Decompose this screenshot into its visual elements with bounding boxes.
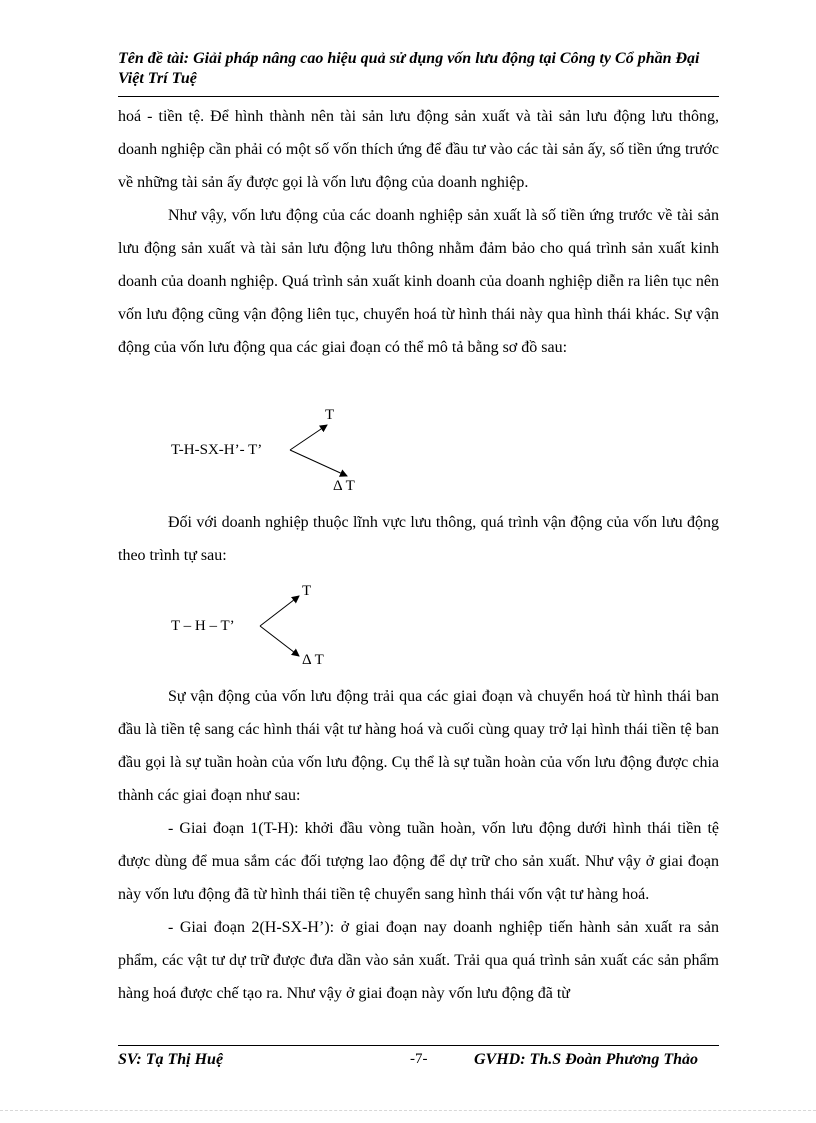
paragraph-1: hoá - tiền tệ. Để hình thành nên tài sản lưu động sản xuất và tài sản lưu động lưu thông, doanh nghiệp cần phải có một số vốn thích ứng để đầu tư vào các tài sản ấy, số tiền ứng trước về những tài sản ấy được gọi là vốn lưu động của doanh nghiệp. xyxy=(118,108,719,191)
arrow2-down xyxy=(260,626,299,656)
arrow-down xyxy=(290,450,347,476)
paragraph-6: - Giai đoạn 2(H-SX-H’): ở giai đoạn nay doanh nghiệp tiến hành sản xuất ra sản phẩm, các vật tư dự trữ được đưa dần vào sản xuất. Trải qua quá trình sản xuất các sản phẩm hàng hoá được chế tạo ra. Như vậy ở giai đoạn này vốn lưu động đã từ xyxy=(118,919,719,1002)
page-boundary xyxy=(0,1110,816,1111)
page-number: -7- xyxy=(410,1051,428,1067)
arrow-up xyxy=(290,425,327,450)
body-section-top xyxy=(118,100,719,364)
footer-student: SV: Tạ Thị Huệ xyxy=(118,1051,224,1068)
header-rule xyxy=(118,96,719,97)
footer-advisor: GVHD: Th.S Đoàn Phương Thảo xyxy=(474,1051,698,1068)
diagram-circulation-production xyxy=(118,400,719,500)
diagram2-top-label: T xyxy=(302,583,312,599)
body-section-bottom xyxy=(118,680,719,1010)
diagram1-left-label: T-H-SX-H’- T’ xyxy=(171,442,263,458)
paragraph-5: - Giai đoạn 1(T-H): khởi đầu vòng tuần hoàn, vốn lưu động dưới hình thái tiền tệ được dùng để mua sắm các đối tượng lao động để dự trữ cho sản xuất. Như vậy ở giai đoạn này vốn lưu động đã từ hình thái tiền tệ chuyển sang hình thái vốn vật tư hàng hoá. xyxy=(118,820,719,903)
footer-rule xyxy=(118,1045,719,1046)
diagram1-top-label: T xyxy=(325,407,335,423)
diagram2-left-label: T – H – T’ xyxy=(171,618,235,634)
body-section-mid xyxy=(118,506,719,572)
paragraph-3: Đối với doanh nghiệp thuộc lĩnh vực lưu thông, quá trình vận động của vốn lưu động theo trình tự sau: xyxy=(118,514,719,564)
paragraph-4: Sự vận động của vốn lưu động trải qua các giai đoạn và chuyển hoá từ hình thái ban đầu là tiền tệ sang các hình thái vật tư hàng hoá và cuối cùng quay trở lại hình thái tiền tệ ban đầu gọi là sự tuần hoàn của vốn lưu động. Cụ thể là sự tuần hoàn của vốn lưu động được chia thành các giai đoạn như sau: xyxy=(118,688,719,804)
diagram2-bottom-label: Δ T xyxy=(302,652,324,668)
arrow2-up xyxy=(260,596,299,626)
paragraph-2: Như vậy, vốn lưu động của các doanh nghiệp sản xuất là số tiền ứng trước về tài sản lưu động sản xuất và tài sản lưu động lưu thông nhằm đảm bảo cho quá trình sản xuất kinh doanh của doanh nghiệp. Quá trình sản xuất kinh doanh của doanh nghiệp diễn ra liên tục nên vốn lưu động cũng vận động liên tục, chuyển hoá từ hình thái này qua hình thái khác. Sự vận động của vốn lưu động qua các giai đoạn có thể mô tả bằng sơ đồ sau: xyxy=(118,207,719,356)
page-header-title: Tên đề tài: Giải pháp nâng cao hiệu quả sử dụng vốn lưu động tại Công ty Cổ phần Đại Việt Trí Tuệ xyxy=(118,50,700,87)
diagram-circulation-trade xyxy=(118,578,719,678)
diagram1-bottom-label: Δ T xyxy=(333,478,355,494)
